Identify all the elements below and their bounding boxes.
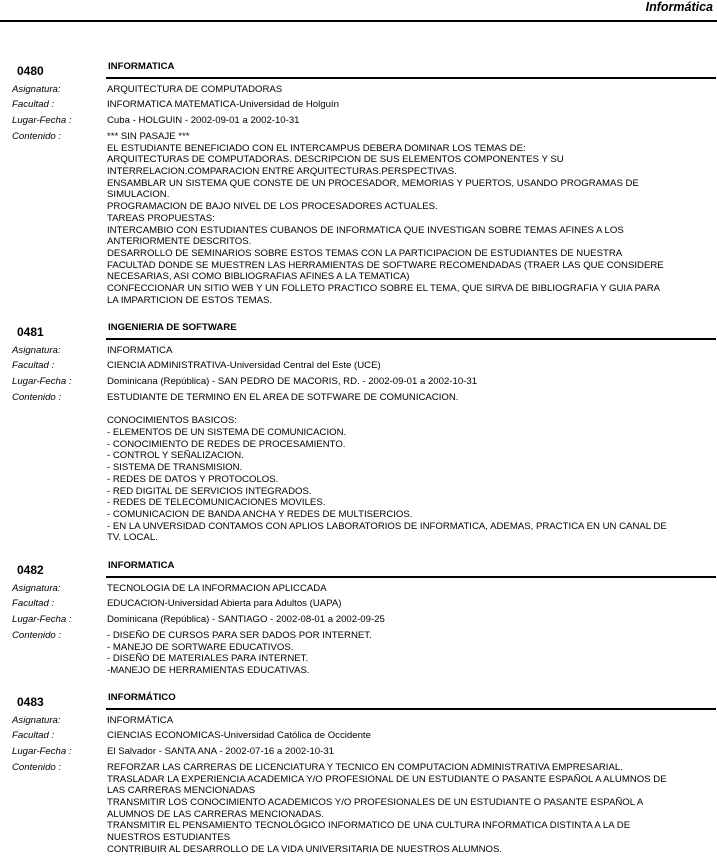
- entry-number: 0481: [17, 325, 44, 339]
- content-line: INTERCAMBIO CON ESTUDIANTES CUBANOS DE INFORMATICA QUE INVESTIGAN SOBRE TEMAS AFINES A LOS: [107, 224, 624, 236]
- content-line: PROGRAMACION DE BAJO NIVEL DE LOS PROCESADORES ACTUALES.: [107, 201, 438, 213]
- field-value-facultad: EDUCACION-Universidad Abierta para Adultos (UAPA): [107, 598, 342, 609]
- entry-title: INFORMÁTICO: [108, 692, 176, 703]
- field-value-asignatura: INFORMATICA: [107, 345, 173, 356]
- content-line: CONFECCIONAR UN SITIO WEB Y UN FOLLETO PRACTICO SOBRE EL TEMA, QUE SIRVA DE BIBLIOGRAFIA Y GUIA PARA: [107, 282, 661, 294]
- entry-number: 0480: [17, 64, 44, 78]
- field-value-lugar-fecha: El Salvador - SANTA ANA - 2002-07-16 a 2002-10-31: [107, 746, 335, 757]
- content-line: TRANSMITIR EL PENSAMIENTO TECNOLÓGICO INFORMATICO DE UNA CULTURA INFORMATICA DISTINTA A LA DE: [107, 820, 631, 832]
- field-label: Asignatura:: [12, 715, 61, 726]
- content-text: [107, 630, 709, 677]
- field-value-asignatura: TECNOLOGIA DE LA INFORMACION APLICCADA: [107, 583, 327, 594]
- content-line: *** SIN PASAJE ***: [107, 131, 190, 142]
- content-line: - CONOCIMIENTO DE REDES DE PROCESAMIENTO.: [107, 438, 346, 450]
- content-line: - MANEJO DE SORTWARE EDUCATIVOS.: [107, 641, 294, 653]
- content-line: DESARROLLO DE SEMINARIOS SOBRE ESTOS TEMAS CON LA PARTICIPACION DE ESTUDIANTES DE NUESTRA: [107, 247, 623, 259]
- content-line: -MANEJO DE HERRAMIENTAS EDUCATIVAS.: [107, 665, 310, 677]
- field-value-lugar-fecha: Cuba - HOLGUIN - 2002-09-01 a 2002-10-31: [107, 115, 300, 126]
- content-line: - CONTROL Y SEÑALIZACION.: [107, 450, 244, 462]
- entry-title: INFORMATICA: [108, 560, 175, 571]
- content-line: - EN LA UNVERSIDAD CONTAMOS CON APLIOS LABORATORIOS DE INFORMATICA, ADEMAS, PRACTICA EN UN CANAL DE: [107, 520, 667, 532]
- field-label: Contenido :: [12, 392, 62, 403]
- field-value-facultad: CIENCIA ADMINISTRATIVA-Universidad Central del Este (UCE): [107, 360, 381, 371]
- content-line: TAREAS PROPUESTAS:: [107, 212, 215, 224]
- content-line: ARQUITECTURAS DE COMPUTADORAS. DESCRIPCION DE SUS ELEMENTOS COMPONENTES Y SU: [107, 154, 564, 166]
- field-label: Lugar-Fecha :: [12, 746, 72, 757]
- field-label: Lugar-Fecha :: [12, 376, 72, 387]
- entry-title: INGENIERIA DE SOFTWARE: [108, 322, 237, 333]
- content-line: NUESTROS ESTUDIANTES: [107, 832, 231, 844]
- field-label: Asignatura:: [12, 345, 61, 356]
- content-line: - REDES DE DATOS Y PROTOCOLOS.: [107, 473, 279, 485]
- entry-number: 0482: [17, 563, 44, 577]
- content-line: FACULTAD DONDE SE MUESTREN LAS HERRAMIENTAS DE SOFTWARE RECOMENDADAS (TRAER LAS QUE CONSIDERE: [107, 259, 664, 271]
- field-label: Facultad :: [12, 598, 55, 609]
- field-value-asignatura: INFORMÁTICA: [107, 715, 174, 726]
- content-line: SIMULACION.: [107, 189, 170, 201]
- field-value-asignatura: ARQUITECTURA DE COMPUTADORAS: [107, 84, 283, 95]
- field-value-lugar-fecha: Dominicana (República) - SAN PEDRO DE MACORIS, RD. - 2002-09-01 a 2002-10-31: [107, 376, 478, 387]
- content-text: [107, 762, 709, 856]
- content-line: EL ESTUDIANTE BENEFICIADO CON EL INTERCAMPUS DEBERA DOMINAR LOS TEMAS DE:: [107, 142, 526, 154]
- field-label: Lugar-Fecha :: [12, 614, 72, 625]
- field-label: Asignatura:: [12, 583, 61, 594]
- entry-number: 0483: [17, 695, 44, 709]
- content-line: ANTERIORMENTE DESCRITOS.: [107, 236, 252, 248]
- content-text: [107, 131, 709, 306]
- content-line: LA IMPARTICION DE ESTOS TEMAS.: [107, 294, 273, 306]
- entry-title: INFORMATICA: [108, 61, 175, 72]
- content-line: - DISEÑO DE MATERIALES PARA INTERNET.: [107, 653, 309, 665]
- content-line: - DISEÑO DE CURSOS PARA SER DADOS POR INTERNET.: [107, 630, 372, 641]
- content-line: - RED DIGITAL DE SERVICIOS INTEGRADOS.: [107, 485, 312, 497]
- field-value-lugar-fecha: Dominicana (República) - SANTIAGO - 2002-08-01 a 2002-09-25: [107, 614, 385, 625]
- field-label: Contenido :: [12, 762, 62, 773]
- content-line: ALUMNOS DE LAS CARRERAS MENCIONADAS.: [107, 808, 324, 820]
- content-text: [107, 392, 709, 544]
- field-label: Facultad :: [12, 360, 55, 371]
- page-title: Informática: [645, 0, 713, 14]
- content-line: NECESARIAS, ASI COMO BIBLIOGRAFIAS AFINES A LA TEMATICA): [107, 271, 410, 283]
- content-line: CONOCIMIENTOS BASICOS:: [107, 415, 237, 427]
- content-line: REFORZAR LAS CARRERAS DE LICENCIATURA Y TECNICO EN COMPUTACION ADMINISTRATIVA EMPRESARIAL.: [107, 762, 623, 773]
- field-label: Contenido :: [12, 630, 62, 641]
- content-line: TV. LOCAL.: [107, 532, 158, 544]
- divider: [106, 77, 716, 79]
- content-line: - COMUNICACION DE BANDA ANCHA Y REDES DE MULTISERCIOS.: [107, 508, 413, 520]
- content-line: INTERRELACION.COMPARACION ENTRE ARQUITECTURAS.PERSPECTIVAS.: [107, 166, 457, 178]
- content-line: [107, 404, 709, 416]
- divider: [106, 338, 716, 340]
- field-label: Asignatura:: [12, 84, 61, 95]
- page-header: [0, 0, 717, 22]
- content-line: ENSAMBLAR UN SISTEMA QUE CONSTE DE UN PROCESADOR, MEMORIAS Y PUERTOS, USANDO PROGRAMAS DE: [107, 177, 639, 189]
- content-line: - ELEMENTOS DE UN SISTEMA DE COMUNICACION.: [107, 427, 347, 439]
- field-label: Lugar-Fecha :: [12, 115, 72, 126]
- field-value-facultad: CIENCIAS ECONOMICAS-Universidad Católica de Occidente: [107, 730, 371, 741]
- field-label: Contenido :: [12, 131, 62, 142]
- field-label: Facultad :: [12, 730, 55, 741]
- content-line: TRANSMITIR LOS CONOCIMIENTO ACADEMICOS Y/O PROFESIONALES DE UN ESTUDIANTE O PASANTE ESPAÑOL A: [107, 797, 644, 809]
- content-line: LAS CARRERAS MENCIONADAS: [107, 785, 256, 797]
- divider: [106, 708, 716, 710]
- content-line: CONTRIBUIR AL DESARROLLO DE LA VIDA UNIVERSITARIA DE NUESTROS ALUMNOS.: [107, 843, 503, 855]
- divider: [106, 576, 716, 578]
- content-line: TRASLADAR LA EXPERIENCIA ACADEMICA Y/O PROFESIONAL DE UN ESTUDIANTE O PASANTE ESPAÑOL A ALUMNOS DE: [107, 773, 667, 785]
- field-label: Facultad :: [12, 99, 55, 110]
- content-line: - REDES DE TELECOMUNICACIONES MOVILES.: [107, 497, 326, 509]
- field-value-facultad: INFORMATICA MATEMATICA-Universidad de Holguín: [107, 99, 339, 110]
- content-line: - SISTEMA DE TRANSMISION.: [107, 462, 243, 474]
- content-line: ESTUDIANTE DE TERMINO EN EL AREA DE SOTFWARE DE COMUNICACION.: [107, 392, 459, 403]
